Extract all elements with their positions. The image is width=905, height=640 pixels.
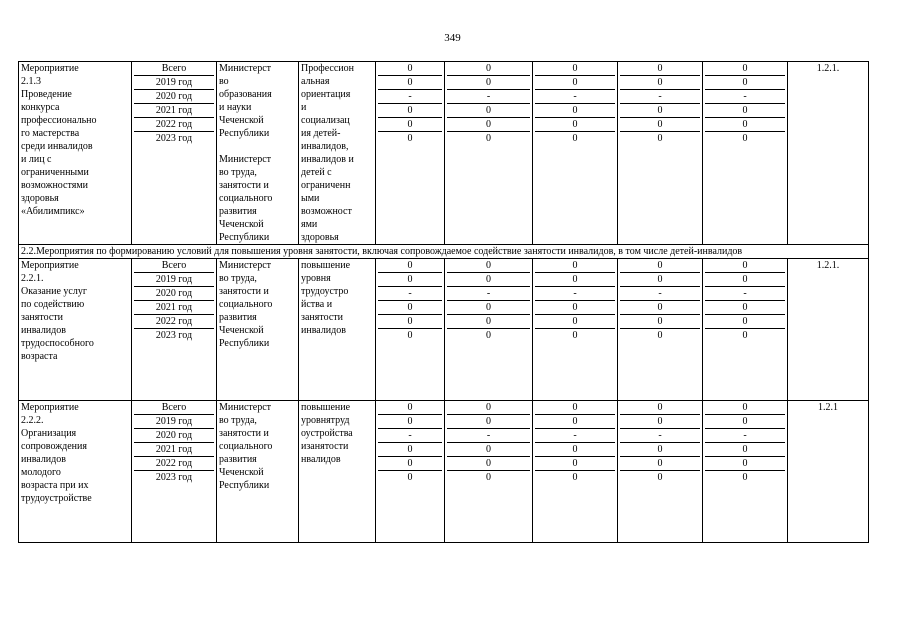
value-cell: 0 (620, 62, 700, 76)
value-cell: 0 (572, 330, 578, 341)
year-label: 2021 год (134, 443, 214, 457)
value-cell: 0 (535, 315, 615, 329)
target-indicator: 1.2.1 (788, 401, 869, 543)
executor: Министерст во труда, занятости и социального развития Чеченской Республики (217, 259, 299, 401)
measure-row-2-2-2 (19, 401, 869, 543)
year-cell (132, 62, 217, 245)
value-column (533, 62, 618, 245)
value-cell: 0 (535, 76, 615, 90)
year-label: 2019 год (134, 76, 214, 90)
value-cell: 0 (705, 259, 785, 273)
year-label: 2023 год (155, 330, 193, 341)
value-cell: - (620, 90, 700, 104)
value-cell: 0 (447, 104, 530, 118)
value-cell: 0 (486, 330, 491, 341)
value-cell: 0 (535, 401, 615, 415)
value-cell: 0 (620, 273, 700, 287)
value-cell: 0 (705, 76, 785, 90)
measure-row-2-2-1 (19, 259, 869, 401)
page-number: 349 (444, 32, 461, 44)
value-cell: 0 (535, 457, 615, 471)
value-cell: 0 (447, 301, 530, 315)
value-cell: 0 (486, 472, 491, 483)
section-heading: 2.2.Мероприятия по формированию условий для повышения уровня занятости, включая сопровождаемое содействие занятости инвалидов, в том числе детей-инвалидов (19, 245, 869, 259)
value-cell: 0 (378, 301, 442, 315)
value-cell: 0 (657, 330, 663, 341)
value-cell: - (447, 287, 530, 301)
value-cell: - (705, 429, 785, 443)
value-cell: 0 (620, 443, 700, 457)
value-cell: 0 (535, 301, 615, 315)
year-label: 2022 год (134, 315, 214, 329)
value-column (703, 401, 788, 543)
value-column (376, 62, 445, 245)
value-cell: - (378, 287, 442, 301)
value-cell: 0 (620, 315, 700, 329)
value-column (703, 62, 788, 245)
year-label: 2019 год (134, 273, 214, 287)
value-cell: 0 (447, 457, 530, 471)
value-cell: - (378, 90, 442, 104)
value-cell: 0 (486, 133, 491, 144)
executor: Министерст во труда, занятости и социального развития Чеченской Республики (217, 401, 299, 543)
value-cell: - (378, 429, 442, 443)
year-label: Всего (134, 259, 214, 273)
value-cell: 0 (535, 443, 615, 457)
value-cell: 0 (378, 118, 442, 132)
value-cell: 0 (378, 415, 442, 429)
program-measures-table (18, 61, 869, 543)
value-cell: 0 (378, 76, 442, 90)
value-cell: 0 (447, 62, 530, 76)
measure-name: Мероприятие 2.1.3 Проведение конкурса профессионально го мастерства среди инвалидов и лиц с ограниченными возможностями здоровья «Абилимпикс» (19, 62, 132, 245)
value-cell: 0 (742, 472, 748, 483)
value-cell: 0 (407, 330, 413, 341)
value-column (703, 259, 788, 401)
value-cell: 0 (535, 104, 615, 118)
value-cell: 0 (620, 301, 700, 315)
value-cell: 0 (447, 76, 530, 90)
year-label: 2019 год (134, 415, 214, 429)
value-cell: 0 (447, 118, 530, 132)
value-cell: - (447, 429, 530, 443)
value-cell: 0 (705, 415, 785, 429)
goal: Профессион альная ориентация и социализац ия детей- инвалидов, инвалидов и детей с ограниченн ыми возможност ями здоровья (299, 62, 376, 245)
section-heading-row (19, 245, 869, 259)
value-cell: 0 (705, 301, 785, 315)
value-cell: 0 (447, 415, 530, 429)
value-cell: 0 (535, 273, 615, 287)
year-label: Всего (134, 62, 214, 76)
value-column (445, 259, 533, 401)
goal: повышение уровнятруд оустройства изанятости нвалидов (299, 401, 376, 543)
year-label: 2022 год (134, 118, 214, 132)
value-column (445, 401, 533, 543)
value-column (376, 259, 445, 401)
value-cell: 0 (705, 62, 785, 76)
value-cell: 0 (535, 415, 615, 429)
value-cell: 0 (705, 401, 785, 415)
value-cell: 0 (705, 273, 785, 287)
value-cell: - (705, 287, 785, 301)
value-cell: 0 (447, 443, 530, 457)
value-column (445, 62, 533, 245)
value-cell: 0 (620, 401, 700, 415)
value-cell: 0 (407, 472, 413, 483)
measure-name: Мероприятие 2.2.1. Оказание услуг по содействию занятости инвалидов трудоспособного возраста (19, 259, 132, 401)
value-column (376, 401, 445, 543)
goal: повышение уровня трудоустро йства и занятости инвалидов (299, 259, 376, 401)
year-label: 2021 год (134, 104, 214, 118)
value-cell: - (705, 90, 785, 104)
value-column (533, 401, 618, 543)
value-cell: 0 (705, 443, 785, 457)
value-cell: 0 (572, 133, 578, 144)
value-cell: 0 (620, 415, 700, 429)
value-cell: 0 (657, 133, 663, 144)
value-cell: - (447, 90, 530, 104)
value-cell: 0 (572, 472, 578, 483)
target-indicator: 1.2.1. (788, 259, 869, 401)
year-cell (132, 259, 217, 401)
year-label: 2023 год (155, 133, 193, 144)
value-column (533, 259, 618, 401)
year-cell (132, 401, 217, 543)
value-cell: - (535, 90, 615, 104)
measure-row-2-1-3 (19, 62, 869, 245)
year-label: 2022 год (134, 457, 214, 471)
value-cell: 0 (742, 133, 748, 144)
value-cell: 0 (742, 330, 748, 341)
target-indicator: 1.2.1. (788, 62, 869, 245)
value-cell: 0 (705, 104, 785, 118)
value-cell: 0 (378, 273, 442, 287)
value-cell: 0 (378, 315, 442, 329)
value-cell: 0 (620, 104, 700, 118)
value-cell: 0 (620, 118, 700, 132)
value-cell: 0 (535, 62, 615, 76)
value-cell: 0 (378, 62, 442, 76)
value-cell: 0 (447, 273, 530, 287)
value-cell: 0 (657, 472, 663, 483)
value-cell: 0 (378, 443, 442, 457)
value-cell: 0 (705, 315, 785, 329)
value-cell: 0 (705, 457, 785, 471)
value-cell: 0 (447, 315, 530, 329)
value-column (618, 401, 703, 543)
value-cell: 0 (378, 104, 442, 118)
value-cell: 0 (705, 118, 785, 132)
value-cell: 0 (620, 259, 700, 273)
value-cell: 0 (447, 259, 530, 273)
value-cell: 0 (378, 457, 442, 471)
measure-name: Мероприятие 2.2.2. Организация сопровождения инвалидов молодого возраста при их трудоустройстве (19, 401, 132, 543)
year-label: 2020 год (134, 90, 214, 104)
value-cell: - (535, 287, 615, 301)
value-column (618, 62, 703, 245)
value-cell: 0 (407, 133, 413, 144)
value-column (618, 259, 703, 401)
value-cell: 0 (378, 401, 442, 415)
value-cell: - (620, 429, 700, 443)
value-cell: 0 (447, 401, 530, 415)
value-cell: 0 (535, 259, 615, 273)
value-cell: 0 (378, 259, 442, 273)
value-cell: 0 (620, 457, 700, 471)
year-label: Всего (134, 401, 214, 415)
year-label: 2020 год (134, 287, 214, 301)
year-label: 2023 год (155, 472, 193, 483)
value-cell: - (620, 287, 700, 301)
executor: Министерст во образования и науки Чеченской Республики Министерст во труда, занятости и социального развития Чеченской Республики (217, 62, 299, 245)
value-cell: 0 (620, 76, 700, 90)
value-cell: - (535, 429, 615, 443)
year-label: 2021 год (134, 301, 214, 315)
value-cell: 0 (535, 118, 615, 132)
year-label: 2020 год (134, 429, 214, 443)
